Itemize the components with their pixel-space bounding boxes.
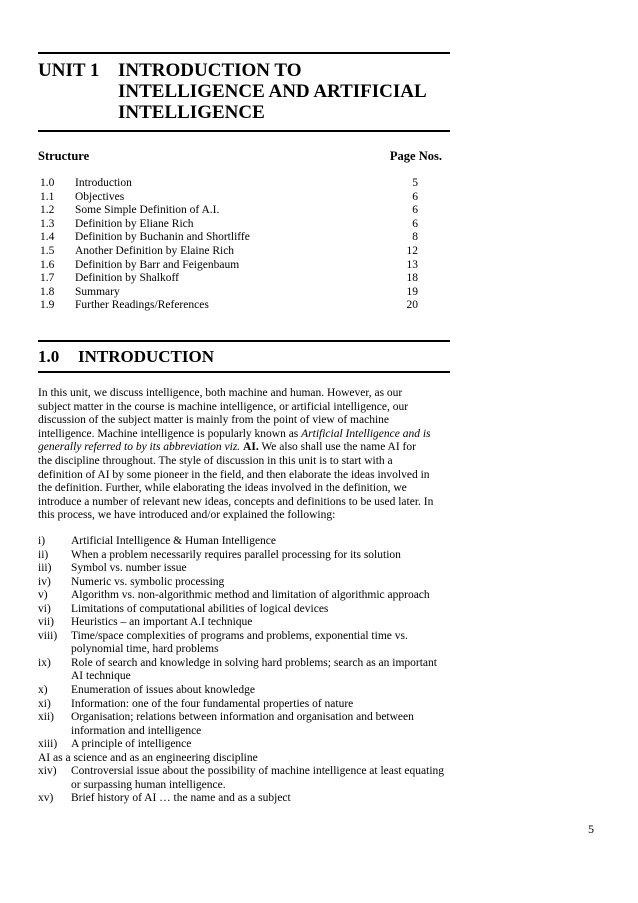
list-item [38, 630, 450, 657]
list-marker: vi) [38, 602, 51, 615]
paragraph-line: this process, we have introduced and/or explained the following: [38, 509, 336, 522]
toc-row [40, 177, 418, 191]
toc-page: 6 [412, 217, 418, 230]
section-top-rule [38, 340, 450, 342]
paragraph-line: subject matter in the course is machine intelligence, or artificial intelligence, our [38, 400, 409, 413]
top-rule [38, 52, 450, 54]
paragraph-line: the discipline throughout. The style of discussion in this unit is to start with a [38, 454, 393, 467]
toc-title: Summary [75, 285, 120, 298]
paragraph-line: definition of AI by some pioneer in the field, and then elaborate the ideas involved in [38, 468, 430, 481]
list-item [38, 765, 450, 792]
paragraph-line: the definition. Further, while elaborating the ideas involved in the definition, we [38, 482, 407, 495]
list-text: When a problem necessarily requires parallel processing for its solution [71, 548, 401, 561]
topics-list [38, 535, 450, 806]
list-marker: ii) [38, 548, 49, 561]
unit-title-text [118, 60, 448, 123]
list-text: Time/space complexities of programs and problems, exponential time vs. polynomial time, hard problems [71, 629, 408, 656]
toc-number: 1.5 [40, 244, 55, 257]
toc-row [40, 286, 418, 300]
toc-page: 6 [412, 204, 418, 217]
list-marker: xv) [38, 792, 54, 805]
toc-row [40, 272, 418, 286]
list-text: Artificial Intelligence & Human Intelligence [71, 535, 277, 547]
paragraph-text: We also shall use the name AI for [258, 441, 416, 454]
toc-number: 1.8 [40, 285, 55, 298]
toc-page: 18 [406, 272, 418, 285]
list-marker: vii) [38, 616, 54, 629]
list-text: Heuristics – an important A.I technique [71, 616, 253, 629]
list-interlude: AI as a science and as an engineering discipline [38, 751, 258, 764]
toc-page: 5 [412, 177, 418, 189]
toc-number: 1.9 [40, 299, 55, 312]
paragraph-bold: AI. [243, 441, 259, 454]
list-marker: xi) [38, 697, 51, 710]
list-item [38, 576, 450, 590]
toc-title: Definition by Shalkoff [75, 272, 179, 285]
list-marker: v) [38, 589, 48, 602]
paragraph-italic: generally referred to by its abbreviation viz. [38, 441, 241, 454]
unit-number: UNIT 1 [38, 60, 100, 81]
paragraph-text: intelligence. Machine intelligence is popularly known as [38, 427, 302, 440]
toc-row [40, 245, 418, 259]
toc-number: 1.3 [40, 217, 55, 230]
list-text: Enumeration of issues about knowledge [71, 684, 255, 697]
title-bottom-rule [38, 130, 450, 132]
toc-number: 1.6 [40, 258, 55, 271]
list-text: Information: one of the four fundamental properties of nature [71, 697, 354, 710]
toc-row [40, 191, 418, 205]
list-marker: ix) [38, 656, 51, 669]
toc-number: 1.2 [40, 204, 55, 217]
toc-row [40, 218, 418, 232]
list-item [38, 562, 450, 576]
unit-title-line: INTRODUCTION TO [118, 60, 302, 81]
intro-paragraph [38, 387, 450, 523]
section-number: 1.0 [38, 347, 60, 366]
toc-page: 19 [406, 285, 418, 298]
list-item [38, 738, 450, 752]
toc-title: Definition by Buchanin and Shortliffe [75, 231, 250, 244]
toc-page: 8 [412, 231, 418, 244]
toc-title: Some Simple Definition of A.I. [75, 204, 220, 217]
list-text: Organisation; relations between information and organisation and between information and intelligence [71, 711, 414, 737]
list-marker: iii) [38, 562, 52, 575]
unit-title-line: INTELLIGENCE [118, 102, 265, 123]
list-item [38, 792, 450, 806]
list-marker: x) [38, 684, 48, 697]
list-text: Brief history of AI … the name and as a subject [71, 792, 291, 805]
list-marker: i) [38, 535, 46, 547]
list-marker: xiv) [38, 765, 57, 778]
toc-number: 1.0 [40, 177, 55, 189]
toc-title: Further Readings/References [75, 299, 209, 312]
toc-page: 12 [406, 244, 418, 257]
list-marker: viii) [38, 629, 58, 642]
toc-row [40, 299, 418, 313]
toc-row [40, 259, 418, 273]
toc-row [40, 204, 418, 218]
list-item [38, 616, 450, 630]
toc-page: 20 [406, 299, 418, 312]
toc-title: Definition by Eliane Rich [75, 217, 194, 230]
list-text: Symbol vs. number issue [71, 562, 187, 575]
list-item [38, 698, 450, 712]
toc-title: Another Definition by Elaine Rich [75, 244, 235, 257]
paragraph-line: In this unit, we discuss intelligence, both machine and human. However, as our [38, 387, 403, 399]
page-nos-label: Page Nos. [389, 149, 442, 163]
list-item [38, 549, 450, 563]
toc-number: 1.1 [40, 190, 55, 203]
list-marker: iv) [38, 575, 51, 588]
section-title-text: INTRODUCTION [78, 347, 215, 366]
section-bottom-rule [38, 371, 450, 373]
toc-page: 13 [406, 258, 418, 271]
toc-number: 1.4 [40, 231, 55, 244]
toc-title: Introduction [75, 177, 132, 189]
paragraph-line [38, 428, 450, 442]
page-number: 5 [588, 822, 594, 836]
table-of-contents [40, 177, 418, 313]
list-text: Numeric vs. symbolic processing [71, 575, 225, 588]
toc-page: 6 [412, 190, 418, 203]
list-text: A principle of intelligence [71, 738, 192, 751]
paragraph-line: introduce a number of relevant new ideas, concepts and definitions to be used later. In [38, 495, 434, 508]
structure-header [38, 149, 442, 164]
list-item [38, 535, 450, 549]
structure-label: Structure [38, 149, 90, 163]
list-item [38, 603, 450, 617]
list-item [38, 657, 450, 684]
list-text: Algorithm vs. non-algorithmic method and limitation of algorithmic approach [71, 589, 430, 602]
toc-title: Definition by Barr and Feigenbaum [75, 258, 240, 271]
list-item [38, 684, 450, 698]
unit-title-line: INTELLIGENCE AND ARTIFICIAL [118, 81, 427, 102]
list-text: Role of search and knowledge in solving hard problems; search as an important AI technique [71, 656, 437, 683]
list-item [38, 711, 450, 738]
toc-number: 1.7 [40, 272, 55, 285]
paragraph-line [38, 441, 450, 455]
list-item [38, 589, 450, 603]
list-marker: xii) [38, 711, 54, 724]
paragraph-line: discussion of the subject matter is mainly from the point of view of machine [38, 414, 389, 427]
list-marker: xiii) [38, 738, 58, 751]
list-text: Limitations of computational abilities of logical devices [71, 602, 329, 615]
paragraph-italic: Artificial Intelligence and is [301, 427, 431, 440]
toc-title: Objectives [75, 190, 125, 203]
list-text: Controversial issue about the possibility of machine intelligence at least equating or surpassing human intelligence. [71, 765, 445, 791]
toc-row [40, 231, 418, 245]
